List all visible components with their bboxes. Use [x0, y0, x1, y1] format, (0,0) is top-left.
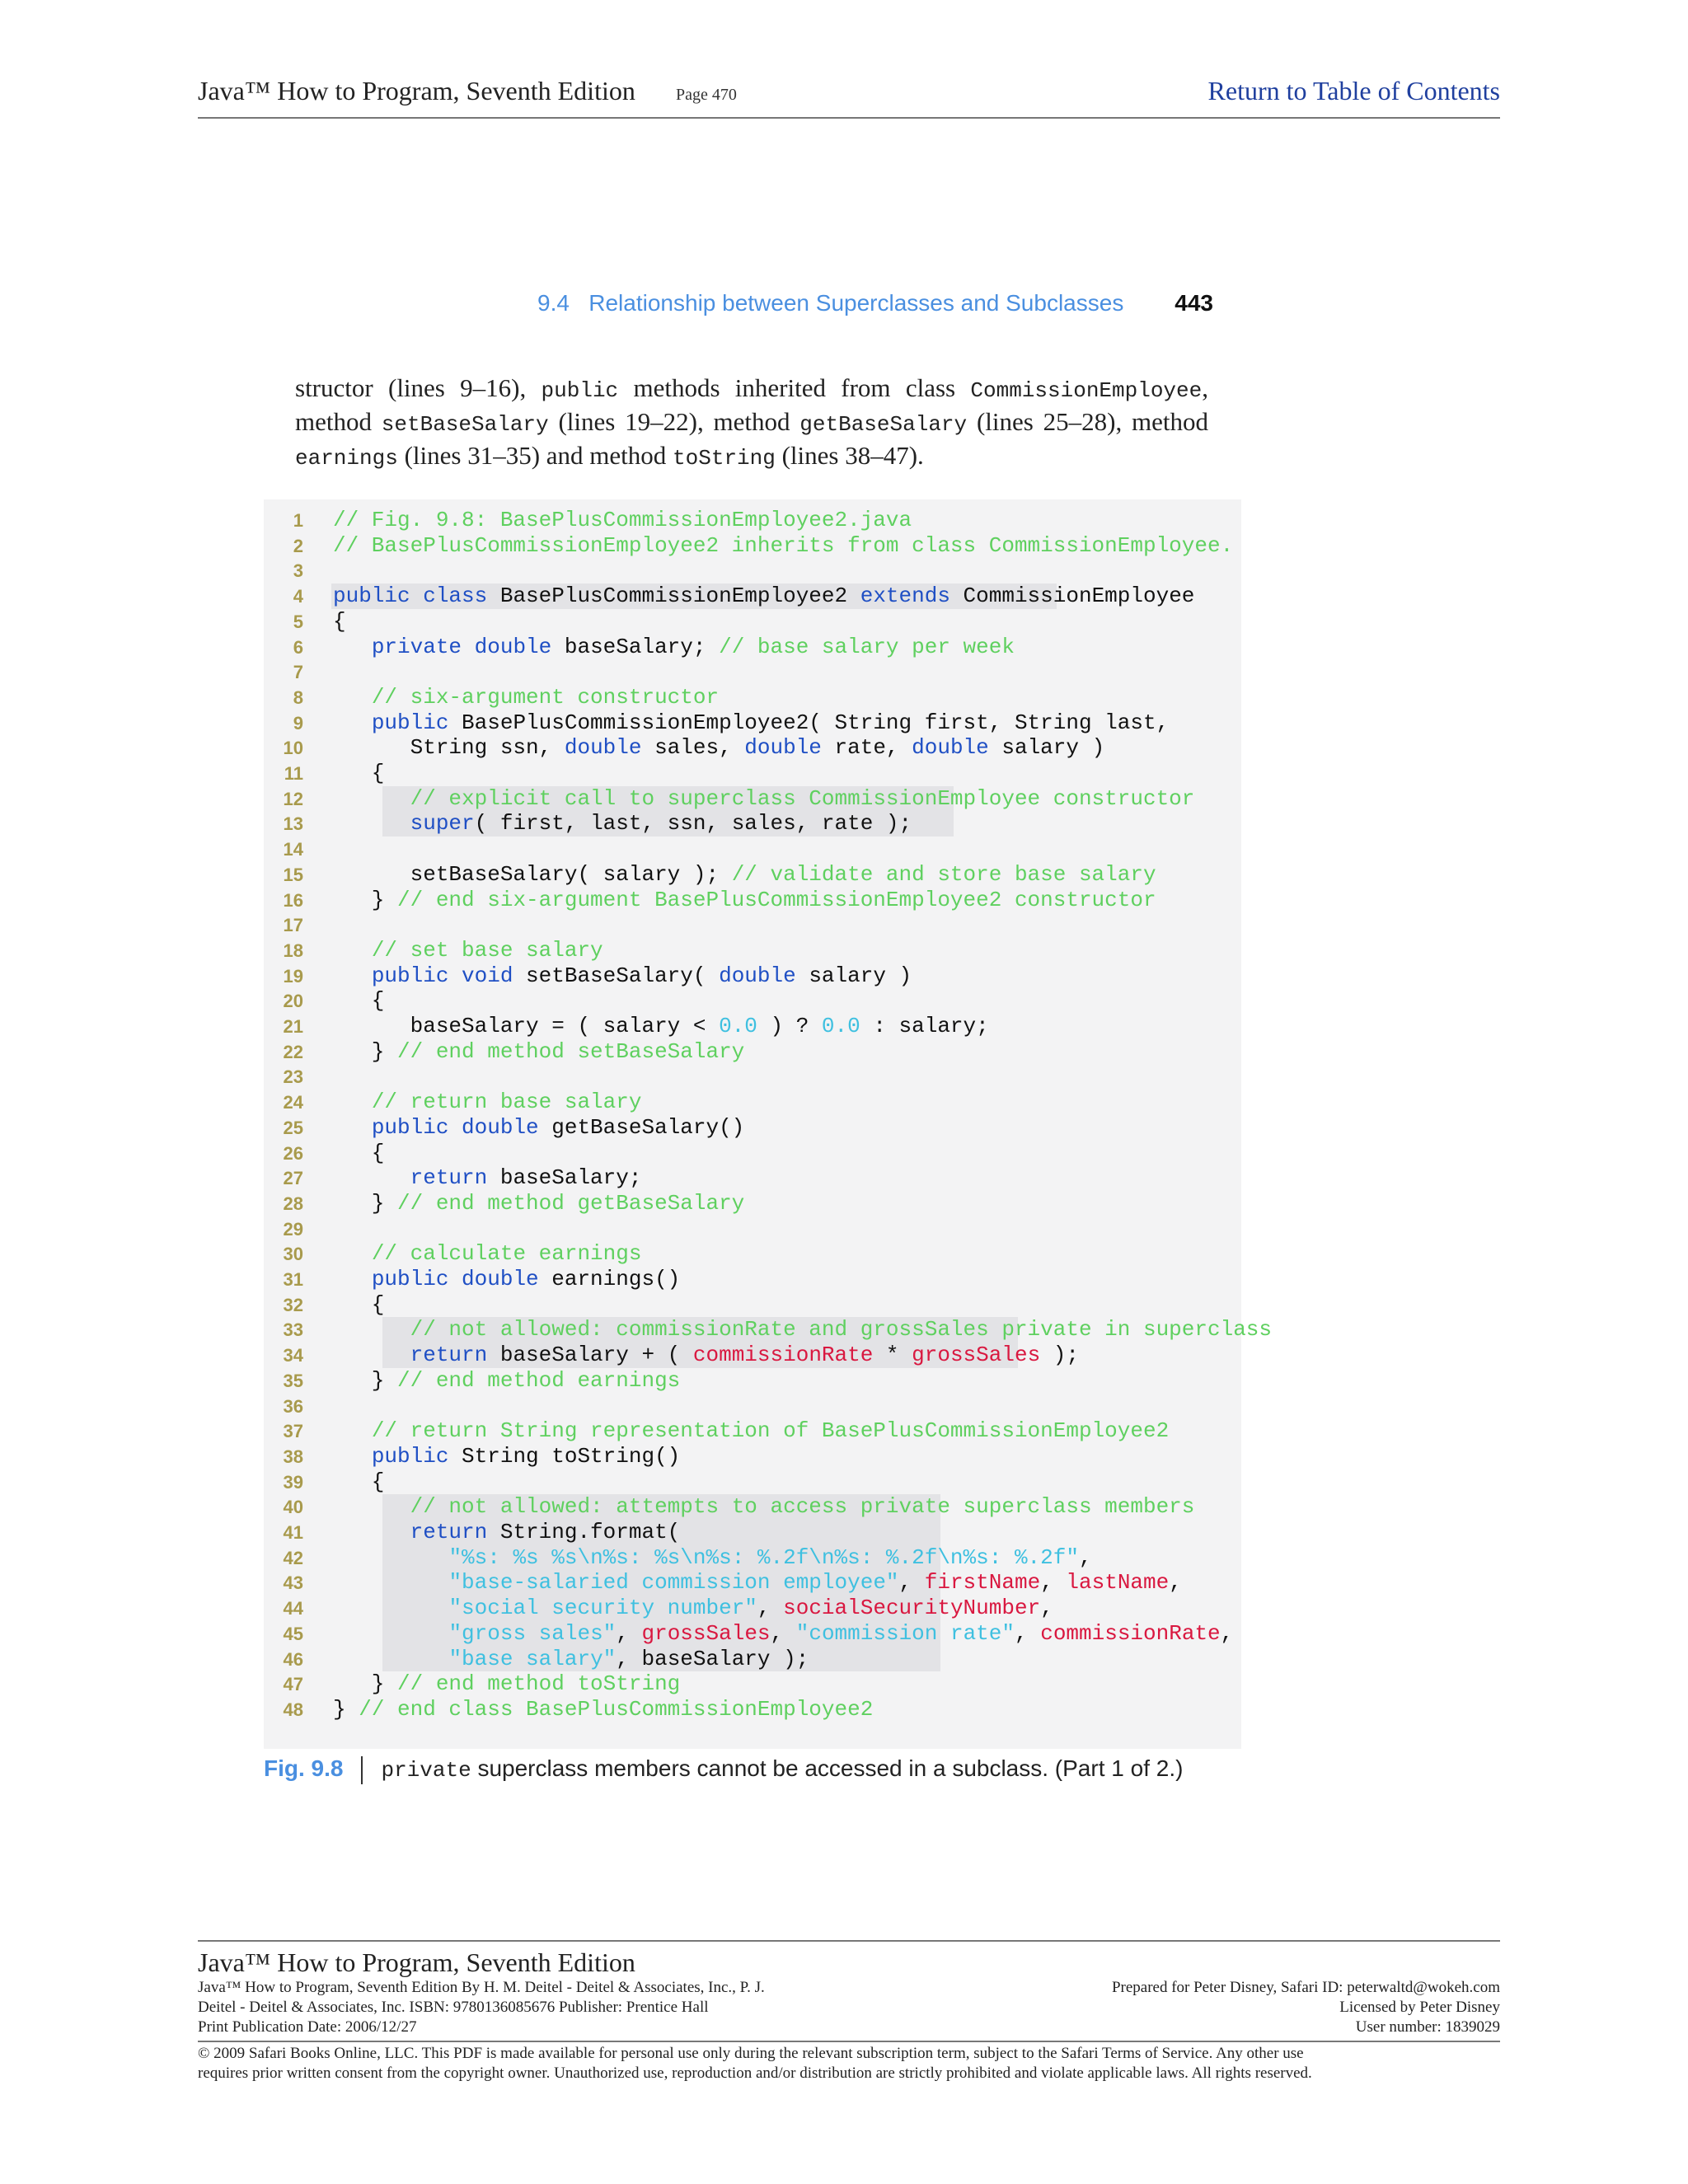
- code-line: [264, 685, 1241, 710]
- code-text: [333, 1241, 641, 1267]
- code-token: [333, 1343, 410, 1367]
- code-text: [333, 735, 1104, 761]
- line-number: 47: [283, 1674, 303, 1695]
- code-token: {: [333, 761, 385, 785]
- code-token: return: [410, 1165, 500, 1191]
- line-number: 44: [283, 1598, 303, 1619]
- code-term: setBaseSalary: [381, 412, 549, 437]
- footer-prepared-for: Prepared for Peter Disney, Safari ID: peterwaltd@wokeh.com: [1111, 1979, 1500, 1996]
- code-line: [264, 710, 1241, 736]
- code-token: [333, 1165, 410, 1190]
- code-token: ,: [1015, 1620, 1041, 1646]
- line-number: 37: [283, 1421, 303, 1442]
- copyright-line: requires prior written consent from the copyright owner. Unauthorized use, reproduction and/or distribution are strictly prohibited and violate applicable laws. All rights reserved.: [198, 2064, 1312, 2082]
- line-number: 10: [283, 738, 303, 759]
- code-text: [333, 761, 384, 786]
- code-term: public: [541, 378, 619, 403]
- code-line: [264, 1191, 1241, 1216]
- paragraph-text: (lines 38–47).: [775, 441, 924, 470]
- code-token: ,: [757, 1596, 784, 1621]
- code-text: [333, 963, 912, 989]
- code-token: : salary;: [860, 1014, 989, 1038]
- code-token: baseSalary + (: [499, 1343, 693, 1368]
- line-number: 39: [283, 1471, 303, 1493]
- code-token: setBaseSalary(: [526, 963, 720, 988]
- code-listing: [264, 499, 1272, 1749]
- code-token: double: [744, 735, 835, 761]
- code-line: [264, 609, 1241, 635]
- code-token: [333, 786, 410, 811]
- code-line: [264, 1697, 1241, 1722]
- code-token: "base salary": [448, 1646, 617, 1671]
- code-token: public double: [371, 1114, 552, 1140]
- line-number: 20: [283, 991, 303, 1012]
- code-term: CommissionEmployee: [970, 378, 1203, 403]
- code-text: [333, 1697, 873, 1722]
- code-token: ) ?: [757, 1014, 822, 1038]
- code-token: earnings(): [551, 1267, 681, 1291]
- paragraph-text: (lines 25–28), method: [967, 407, 1208, 436]
- code-line: [264, 1292, 1241, 1318]
- code-token: grossSales: [641, 1620, 771, 1646]
- footer-book-info: Java™ How to Program, Seventh Edition By H. M. Deitel - Deitel & Associates, Inc., P. J.: [198, 1979, 765, 1996]
- line-number: 35: [283, 1370, 303, 1391]
- code-token: // base salary per week: [719, 634, 1015, 659]
- line-number: 17: [283, 915, 303, 936]
- line-number: 15: [283, 864, 303, 885]
- code-line: [264, 583, 1241, 609]
- caption-separator: [361, 1756, 363, 1784]
- line-number: 25: [283, 1117, 303, 1138]
- code-token: }: [333, 1696, 359, 1722]
- line-number: 42: [283, 1547, 303, 1568]
- code-line: [264, 1165, 1241, 1191]
- code-token: ,: [898, 1570, 925, 1596]
- line-number: 23: [283, 1066, 303, 1088]
- code-text: [333, 1141, 384, 1166]
- code-line: [264, 1494, 1241, 1520]
- code-token: double: [564, 735, 655, 761]
- code-token: return: [410, 1343, 500, 1368]
- line-number: 13: [283, 813, 303, 835]
- footer-licensed-by: Licensed by Peter Disney: [1339, 1999, 1500, 2016]
- code-line: [264, 1141, 1241, 1166]
- code-token: grossSales: [912, 1343, 1041, 1368]
- page-label: Page 470: [676, 86, 737, 104]
- code-token: {: [333, 1291, 385, 1317]
- line-number: 5: [293, 611, 303, 632]
- code-token: [333, 1418, 372, 1443]
- code-line: [264, 1241, 1241, 1267]
- code-text: [333, 1621, 1233, 1647]
- code-token: [333, 1317, 410, 1342]
- code-token: [333, 635, 372, 659]
- paragraph-text: methods inherited from class: [618, 373, 971, 402]
- code-line: [264, 1570, 1241, 1596]
- line-number: 16: [283, 889, 303, 911]
- line-number: 1: [293, 510, 303, 531]
- code-line: [264, 1469, 1241, 1495]
- code-term: getBaseSalary: [799, 412, 968, 437]
- code-token: [333, 1444, 372, 1469]
- code-token: commissionRate: [1040, 1620, 1221, 1646]
- code-token: [333, 1596, 448, 1620]
- footer-publisher-info: Deitel - Deitel & Associates, Inc. ISBN: 9780136085676 Publisher: Prentice Hall: [198, 1999, 709, 2016]
- code-token: // BasePlusCommissionEmployee2 inherits from class CommissionEmployee.: [333, 532, 1234, 558]
- line-number: 12: [283, 788, 303, 809]
- code-text: [333, 1267, 680, 1292]
- line-number: 41: [283, 1522, 303, 1543]
- code-token: double: [719, 963, 809, 988]
- code-token: [333, 1494, 410, 1519]
- code-line: [264, 1621, 1241, 1647]
- code-token: BasePlusCommissionEmployee2: [499, 583, 860, 609]
- paragraph-text: (lines 19–22), method: [548, 407, 800, 436]
- code-token: commissionRate: [692, 1343, 874, 1368]
- code-text: [333, 862, 1156, 888]
- code-line: [264, 811, 1241, 837]
- code-token: [333, 1570, 448, 1595]
- code-line: [264, 1444, 1241, 1469]
- code-token: // explicit call to superclass CommissionEmployee constructor: [410, 785, 1195, 811]
- code-text: [333, 1317, 1272, 1343]
- code-token: // validate and store base salary: [731, 861, 1156, 887]
- paragraph-text: , method: [295, 373, 1208, 436]
- code-line: [264, 1317, 1272, 1343]
- code-token: lastName: [1066, 1570, 1170, 1596]
- code-line: [264, 912, 1241, 938]
- code-text: [333, 1671, 680, 1697]
- code-text: [333, 1647, 809, 1672]
- code-token: CommissionEmployee: [963, 583, 1195, 609]
- code-line: [264, 1014, 1241, 1039]
- code-text: [333, 1494, 1194, 1520]
- code-line: [264, 533, 1241, 559]
- code-text: [333, 609, 346, 635]
- line-number: 32: [283, 1294, 303, 1315]
- code-text: [333, 1444, 680, 1469]
- code-token: [333, 1621, 448, 1646]
- code-text: [333, 1545, 1092, 1571]
- line-number: 45: [283, 1623, 303, 1644]
- caption-code-term: private: [381, 1758, 471, 1783]
- code-token: extends: [860, 583, 964, 609]
- line-number: 3: [293, 560, 303, 582]
- line-number: 46: [283, 1648, 303, 1670]
- code-line: [264, 963, 1241, 989]
- code-token: }: [333, 1671, 398, 1697]
- line-number: 14: [283, 839, 303, 860]
- footer-publication-date: Print Publication Date: 2006/12/27: [198, 2018, 417, 2036]
- code-text: [333, 938, 603, 963]
- code-text: [333, 1418, 1169, 1444]
- line-number: 36: [283, 1395, 303, 1417]
- code-token: double: [912, 735, 1002, 761]
- code-token: {: [333, 1469, 385, 1494]
- code-token: [333, 1115, 372, 1140]
- code-token: super: [410, 811, 475, 837]
- footer-copyright: [198, 2041, 1500, 2083]
- line-number: 6: [293, 636, 303, 658]
- code-token: [333, 1545, 448, 1570]
- line-number: 24: [283, 1092, 303, 1113]
- code-line: [264, 988, 1241, 1014]
- return-to-toc-link[interactable]: Return to Table of Contents: [1207, 76, 1500, 105]
- code-token: String.format(: [499, 1520, 681, 1544]
- code-text: [333, 1039, 744, 1065]
- code-token: [333, 1241, 372, 1266]
- code-token: // Fig. 9.8: BasePlusCommissionEmployee2.java: [333, 508, 912, 532]
- line-number: 26: [283, 1142, 303, 1164]
- code-text: [333, 811, 912, 837]
- code-token: // end six-argument BasePlusCommissionEmployee2 constructor: [397, 887, 1156, 912]
- line-number: 4: [293, 586, 303, 607]
- code-line: [264, 735, 1241, 761]
- body-paragraph: [295, 373, 1208, 474]
- code-token: getBaseSalary(): [551, 1114, 745, 1140]
- code-line: [264, 1418, 1241, 1444]
- code-text: [333, 1520, 680, 1545]
- line-number: 2: [293, 535, 303, 556]
- code-token: rate,: [834, 735, 912, 761]
- code-token: ( first, last, ssn, sales, rate );: [474, 811, 912, 837]
- code-token: [333, 963, 372, 988]
- copyright-line: © 2009 Safari Books Online, LLC. This PDF is made available for personal use only during the relevant subscription term, subject to the Safari Terms of Service. Any other use: [198, 2045, 1304, 2062]
- line-number: 34: [283, 1345, 303, 1366]
- code-line: [264, 1216, 1241, 1242]
- line-number: 28: [283, 1193, 303, 1214]
- code-line: [264, 1115, 1241, 1141]
- code-token: "%s: %s %s\n%s: %s\n%s: %.2f\n%s: %.2f\n%s: %.2f": [448, 1544, 1079, 1570]
- code-line: [264, 837, 1241, 862]
- code-token: // end class BasePlusCommissionEmployee2: [359, 1696, 874, 1722]
- code-token: // end method setBaseSalary: [397, 1038, 745, 1064]
- code-token: ,: [1220, 1620, 1234, 1646]
- paragraph-text: (lines 31–35) and method: [397, 441, 673, 470]
- code-line: [264, 1671, 1241, 1697]
- line-number: 21: [283, 1016, 303, 1037]
- line-number: 27: [283, 1168, 303, 1189]
- code-token: }: [333, 1190, 398, 1216]
- code-token: // end method getBaseSalary: [397, 1190, 745, 1216]
- line-number: 48: [283, 1699, 303, 1720]
- caption-text: superclass members cannot be accessed in a subclass. (Part 1 of 2.): [471, 1755, 1184, 1781]
- code-line: [264, 1545, 1241, 1571]
- code-token: salary ): [809, 963, 912, 988]
- code-token: public void: [371, 963, 527, 988]
- code-token: [333, 1267, 372, 1291]
- code-token: "commission rate": [795, 1620, 1015, 1646]
- code-line: [264, 659, 1241, 685]
- code-line: [264, 635, 1241, 660]
- code-line: [264, 862, 1241, 888]
- code-token: public: [371, 1443, 462, 1469]
- code-token: // end method toString: [397, 1671, 681, 1697]
- code-token: String ssn,: [333, 735, 565, 761]
- code-line: [264, 558, 1241, 583]
- page-header: [198, 76, 1500, 119]
- code-token: // return base salary: [371, 1090, 642, 1115]
- code-token: public: [371, 710, 462, 735]
- code-text: [333, 888, 1156, 913]
- line-number: 40: [283, 1497, 303, 1518]
- footer-row: [198, 1998, 1500, 2018]
- code-line: [264, 1394, 1241, 1419]
- line-number: 22: [283, 1041, 303, 1062]
- code-token: // return String representation of BasePlusCommissionEmployee2: [371, 1418, 1170, 1444]
- code-term: earnings: [295, 446, 398, 471]
- code-token: return: [410, 1520, 500, 1544]
- code-token: ,: [1078, 1544, 1092, 1570]
- section-title: 9.4 Relationship between Superclasses and Subclasses: [537, 290, 1124, 316]
- code-token: [333, 710, 372, 735]
- code-text: [333, 635, 1015, 660]
- code-line: [264, 786, 1241, 812]
- code-token: sales,: [654, 735, 745, 761]
- code-token: [333, 1647, 448, 1671]
- code-token: {: [333, 1140, 385, 1165]
- code-text: [333, 1115, 744, 1141]
- code-token: 0.0: [719, 1014, 757, 1038]
- code-token: // end method earnings: [397, 1367, 681, 1393]
- line-number: 19: [283, 965, 303, 987]
- code-token: [333, 1090, 372, 1114]
- footer-row: [198, 1978, 1500, 1998]
- code-line: [264, 1064, 1241, 1090]
- code-text: [333, 1090, 641, 1115]
- code-text: [333, 1292, 384, 1318]
- footer-row: [198, 2018, 1500, 2037]
- code-text: [333, 1343, 1079, 1368]
- code-text: [333, 1191, 744, 1216]
- code-text: [333, 508, 912, 533]
- code-token: firstName: [924, 1570, 1041, 1596]
- code-token: *: [873, 1343, 912, 1368]
- code-line: [264, 1267, 1241, 1292]
- line-number: 9: [293, 712, 303, 733]
- code-token: // not allowed: attempts to access private superclass members: [410, 1494, 1195, 1520]
- code-text: [333, 1469, 384, 1495]
- book-page-number: 443: [1175, 290, 1213, 316]
- code-text: [333, 1570, 1182, 1596]
- code-text: [333, 710, 1169, 736]
- line-number: 43: [283, 1572, 303, 1594]
- code-token: String toString(): [462, 1443, 681, 1469]
- paragraph-text: structor (lines 9–16),: [295, 373, 542, 402]
- code-token: }: [333, 1038, 398, 1064]
- code-token: "base-salaried commission employee": [448, 1570, 899, 1596]
- code-text: [333, 685, 719, 710]
- line-number: 18: [283, 940, 303, 961]
- code-line: [264, 1520, 1241, 1545]
- code-token: // six-argument constructor: [371, 684, 720, 710]
- code-token: public double: [371, 1267, 552, 1291]
- code-token: 0.0: [821, 1014, 860, 1038]
- code-token: baseSalary;: [564, 634, 720, 659]
- code-token: );: [1040, 1343, 1079, 1368]
- line-number: 31: [283, 1269, 303, 1290]
- code-text: [333, 583, 1194, 609]
- line-number: 29: [283, 1218, 303, 1240]
- footer-user-number: User number: 1839029: [1355, 2018, 1500, 2036]
- code-line: [264, 1368, 1241, 1394]
- code-token: baseSalary;: [499, 1165, 642, 1191]
- code-token: ,: [1040, 1596, 1053, 1621]
- code-token: private double: [371, 634, 565, 659]
- code-token: [333, 811, 410, 836]
- code-token: public class: [333, 583, 500, 609]
- page-footer: [198, 1940, 1500, 2083]
- code-text: [333, 786, 1194, 812]
- line-number: 38: [283, 1446, 303, 1467]
- code-token: setBaseSalary( salary );: [333, 861, 732, 887]
- code-term: toString: [673, 446, 776, 471]
- book-title: Java™ How to Program, Seventh Edition: [198, 76, 635, 105]
- code-token: BasePlusCommissionEmployee2( String first, String last,: [462, 710, 1170, 735]
- line-number: 30: [283, 1244, 303, 1265]
- code-token: }: [333, 887, 398, 912]
- code-text: [333, 533, 1233, 559]
- line-number: 7: [293, 662, 303, 683]
- code-token: ,: [770, 1620, 796, 1646]
- code-line: [264, 1039, 1241, 1065]
- code-text: [333, 1596, 1053, 1621]
- code-token: ,: [1169, 1570, 1182, 1596]
- code-token: // set base salary: [371, 937, 603, 963]
- running-head: [537, 290, 1213, 323]
- code-text: [333, 1165, 641, 1191]
- code-token: {: [333, 608, 346, 634]
- code-line: [264, 508, 1241, 533]
- code-token: ,: [616, 1620, 642, 1646]
- code-token: }: [333, 1367, 398, 1393]
- code-line: [264, 761, 1241, 786]
- code-line: [264, 1647, 1241, 1672]
- line-number: 11: [284, 763, 303, 784]
- code-token: socialSecurityNumber: [783, 1596, 1041, 1621]
- code-token: // not allowed: commissionRate and grossSales private in superclass: [410, 1317, 1272, 1343]
- code-token: "social security number": [448, 1596, 757, 1621]
- line-number: 33: [283, 1319, 303, 1341]
- code-text: [333, 1014, 989, 1039]
- code-line: [264, 888, 1241, 913]
- code-line: [264, 1343, 1241, 1368]
- figure-caption: [264, 1755, 1183, 1784]
- code-token: [333, 1520, 410, 1544]
- line-number: 8: [293, 687, 303, 708]
- code-token: // calculate earnings: [371, 1241, 642, 1267]
- code-line: [264, 1596, 1241, 1621]
- code-token: salary ): [1001, 735, 1105, 761]
- code-token: {: [333, 988, 385, 1014]
- code-token: "gross sales": [448, 1620, 617, 1646]
- code-text: [333, 988, 384, 1014]
- code-token: baseSalary = ( salary <: [333, 1014, 720, 1038]
- code-token: [333, 938, 372, 963]
- code-token: , baseSalary );: [616, 1646, 809, 1671]
- code-token: [333, 685, 372, 710]
- code-line: [264, 938, 1241, 963]
- code-line: [264, 1090, 1241, 1115]
- code-token: ,: [1040, 1570, 1067, 1596]
- code-text: [333, 1368, 680, 1394]
- figure-label: Fig. 9.8: [264, 1755, 344, 1781]
- footer-book-title: Java™ How to Program, Seventh Edition: [198, 1947, 635, 1977]
